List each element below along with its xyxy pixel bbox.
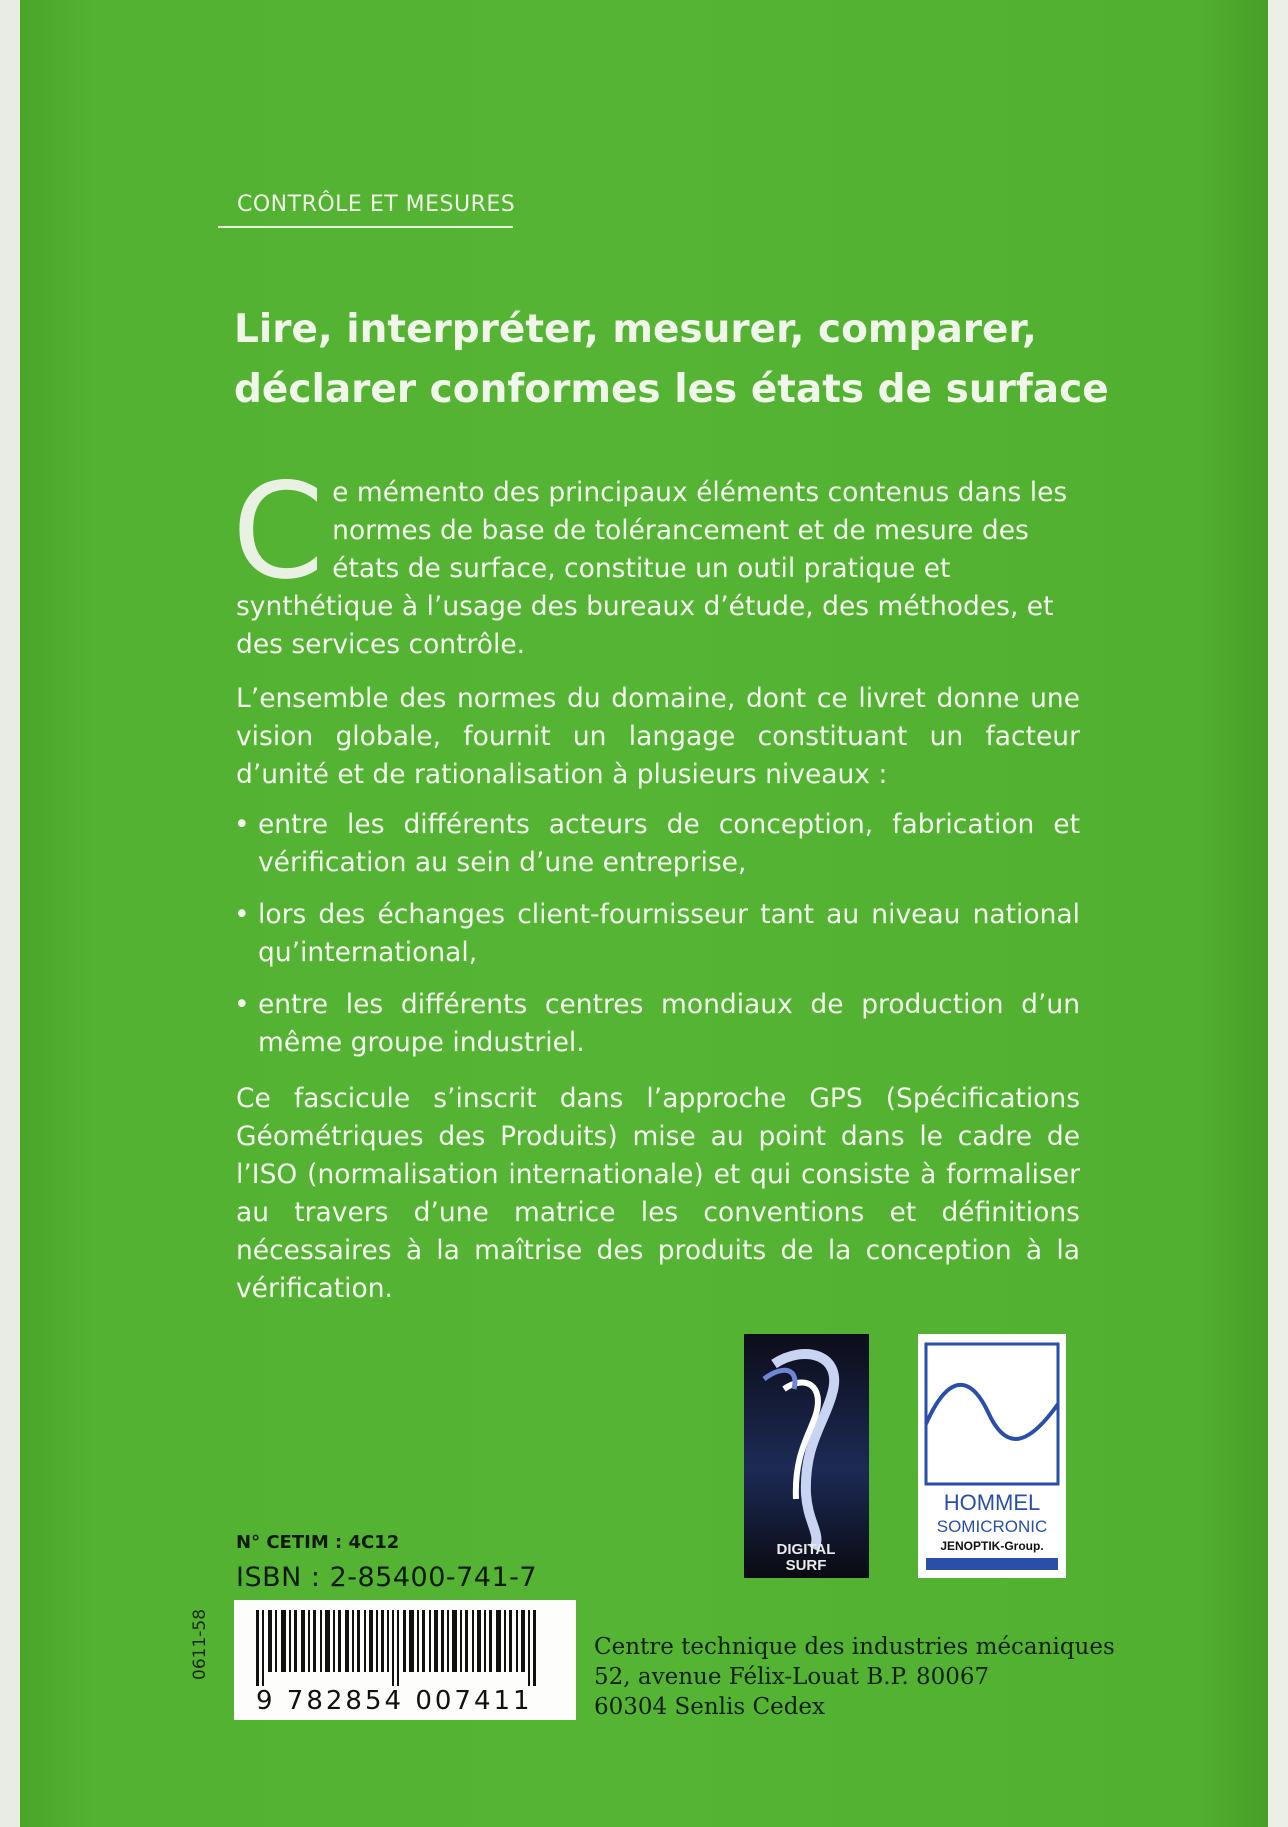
intro-text: e mémento des principaux éléments contenus dans les normes de base de tolérancement et de mesure des états de surface, constitue un outil pratique et synthétique à l’usage des bureaux d’étude, des méthodes, et des services contrôle. [236,477,1068,660]
bullet-marker: • [234,899,250,930]
digital-surf-logo [744,1334,869,1578]
publisher-address [594,1632,1115,1722]
digital-surf-line2: SURF [785,1557,827,1574]
title-line-1: Lire, interpréter, mesurer, comparer, [234,307,1037,352]
series-label: CONTRÔLE ET MESURES [237,192,516,217]
series-underline [218,226,513,228]
list-item [234,896,1080,972]
bullet-text: entre les différents acteurs de conception, fabrication et vérification au sein d’une entreprise, [258,809,1080,878]
digital-surf-line1: DIGITAL [776,1541,836,1558]
list-item [234,806,1080,882]
title-line-2: déclarer conformes les états de surface [234,367,1109,412]
intro-paragraph [232,455,1080,664]
hommel-line3: JENOPTIK-Group. [940,1539,1044,1553]
cetim-number: N° CETIM : 4C12 [236,1532,400,1553]
barcode [234,1600,576,1720]
barcode-number: 9 782854 007411 [256,1686,533,1716]
page-edge-right [1268,0,1288,1827]
publisher-street: 52, avenue Félix-Louat B.P. 80067 [594,1664,990,1690]
hommel-line2: SOMICRONIC [936,1517,1048,1536]
publisher-city: 60304 Senlis Cedex [594,1694,825,1720]
hommel-line1: HOMMEL [943,1490,1041,1515]
barcode-bars [234,1600,576,1690]
bullet-text: entre les différents centres mondiaux de production d’un même groupe industriel. [258,989,1080,1058]
bullet-list [234,806,1080,1076]
isbn: ISBN : 2-85400-741-7 [236,1562,538,1593]
bullet-marker: • [234,809,250,840]
bullet-marker: • [234,989,250,1020]
bullet-text: lors des échanges client-fournisseur tant au niveau national qu’international, [258,899,1080,968]
cover-title [234,300,1114,420]
publisher-name: Centre technique des industries mécaniques [594,1634,1115,1660]
list-item [234,986,1080,1062]
hommel-somicronic-logo [918,1334,1066,1578]
paragraph-3: Ce fascicule s’inscrit dans l’approche GPS (Spécifications Géométriques des Produits) mise au point dans le cadre de l’ISO (normalisation internationale) et qui consiste à formaliser au travers d’une matrice les conventions et définitions nécessaires à la maîtrise des produits de la conception à la vérification. [236,1083,1080,1304]
paragraph-2: L’ensemble des normes du domaine, dont ce livret donne une vision globale, fournit un langage constituant un facteur d’unité et de rationalisation à plusieurs niveaux : [236,683,1080,790]
page-edge-left [0,0,20,1827]
side-code: 0611-58 [190,1608,210,1680]
drop-cap: C [232,455,325,609]
